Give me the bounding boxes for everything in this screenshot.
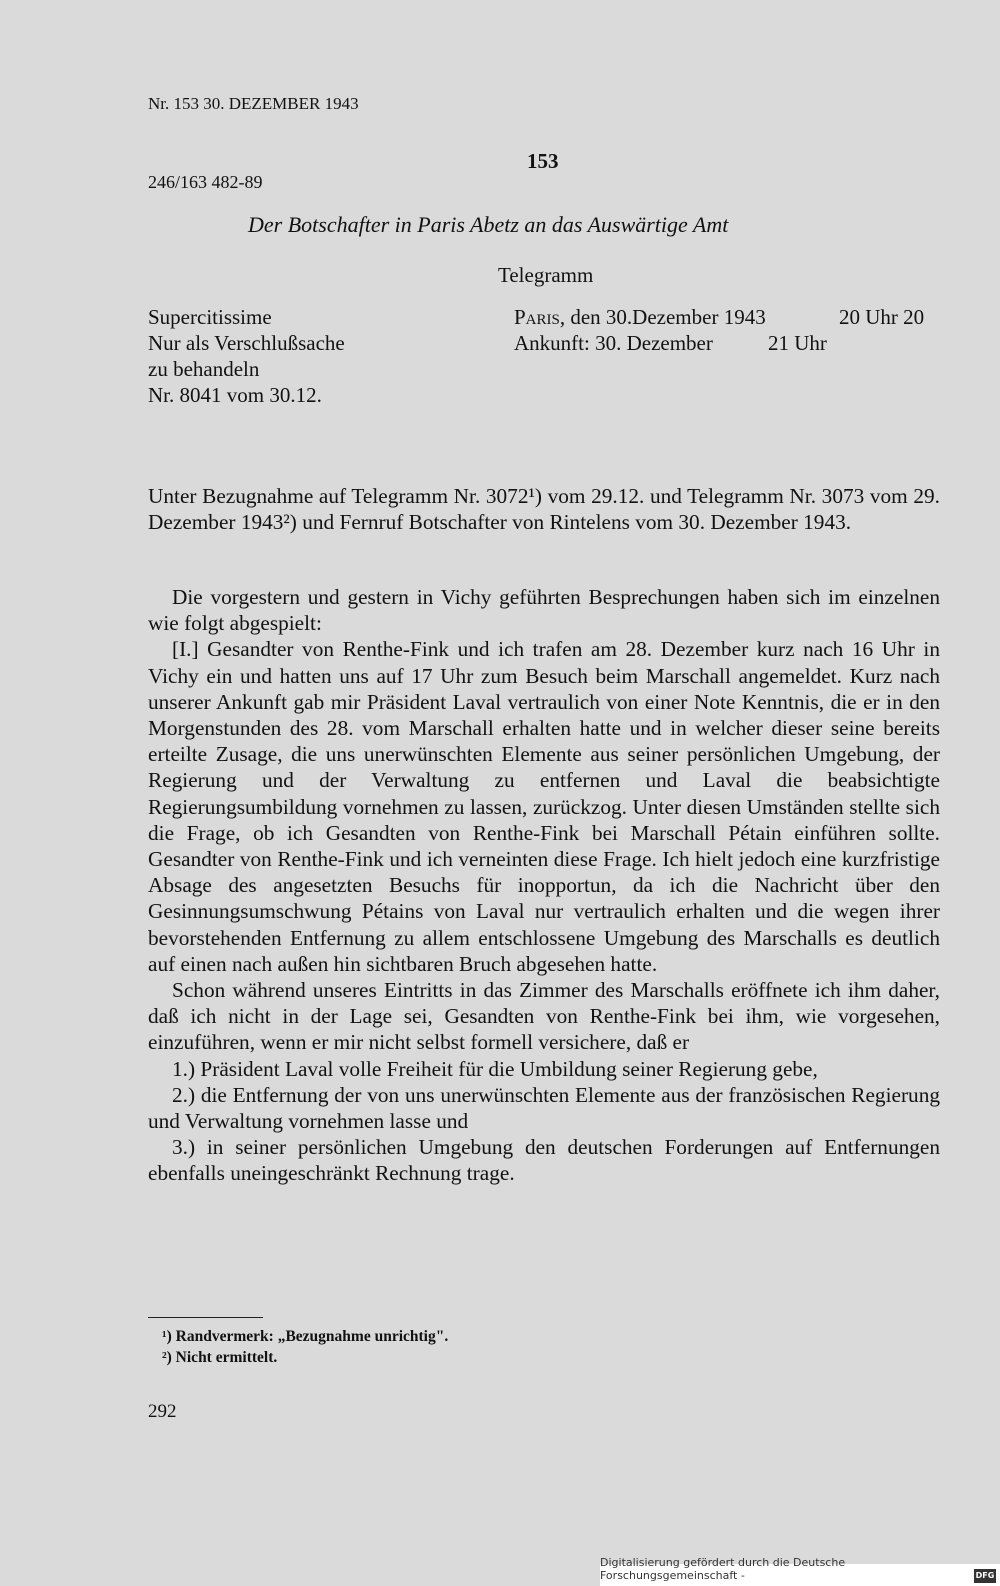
dispatch-line <box>514 304 766 330</box>
meta-left-line: Nr. 8041 vom 30.12. <box>148 383 322 407</box>
dfg-logo-icon: DFG <box>974 1569 996 1583</box>
file-reference: 246/163 482-89 <box>148 172 263 192</box>
dispatch-place: Paris <box>514 305 560 329</box>
meta-left-line: Nur als Verschlußsache <box>148 331 345 355</box>
paragraph: Unter Bezugnahme auf Telegramm Nr. 3072¹) vom 29.12. und Telegramm Nr. 3073 vom 29. Dezember 1943²) und Fernruf Botschafter von Rintelens vom 30. Dezember 1943. <box>148 484 940 535</box>
footnote: ¹) Randvermerk: „Bezugnahme unrichtig". <box>162 1328 449 1345</box>
meta-left-line: zu behandeln <box>148 357 260 381</box>
intro-paragraph <box>148 483 940 535</box>
page-number: 292 <box>148 1401 177 1422</box>
paragraph: Die vorgestern und gestern in Vichy geführten Besprechungen haben sich im einzelnen wie folgt abgespielt: <box>148 585 940 636</box>
arrival-time: 21 Uhr <box>768 331 827 355</box>
footnote-divider <box>148 1317 263 1318</box>
footnote: ²) Nicht ermittelt. <box>162 1349 278 1366</box>
footer-bar <box>600 1556 1000 1586</box>
meta-left-line: Supercitissime <box>148 305 272 329</box>
document-number: 153 <box>527 149 559 173</box>
dispatch-time: 20 Uhr 20 <box>839 305 925 329</box>
paragraph: [I.] Gesandter von Renthe-Fink und ich trafen am 28. Dezember kurz nach 16 Uhr in Vichy ein und hatten uns auf 17 Uhr zum Besuch beim Marschall angemeldet. Kurz nach unserer Ankunft gab mir Präsident Laval vertraulich von einer Note Kenntnis, die er in den Morgenstunden des 28. vom Marschall erhalten hatte und in welcher dieser seine bereits erteilte Zusage, die uns unerwünschten Elemente aus seiner persönlichen Umgebung, der Regierung und der Verwaltung zu entfernen und Laval die beabsichtigte Regierungsumbildung vornehmen zu lassen, zurückzog. Unter diesen Umständen stellte sich die Frage, ob ich Gesandten von Renthe-Fink bei Marschall Pétain einführen sollte. Gesandter von Renthe-Fink und ich verneinten diese Frage. Ich hielt jedoch eine kurzfristige Absage des angesetzten Besuchs für inopportun, da ich die Nachricht über den Gesinnungsumschwung Pétains von Laval nur vertraulich erhalten und die wegen ihrer bevorstehenden Entfernung zu allem entschlossene Umgebung des Marschalls es deutlich auf einen nach außen hin sichtbaren Bruch abgesehen hatte. <box>148 637 940 976</box>
running-header: Nr. 153 30. DEZEMBER 1943 <box>148 94 359 113</box>
document-type: Telegramm <box>498 263 594 287</box>
paragraph: Schon während unseres Eintritts in das Zimmer des Marschalls eröffnete ich ihm daher, daß ich nicht in der Lage sei, Gesandten von Renthe-Fink bei ihm, wie vorgesehen, einzuführen, wenn er mir nicht selbst formell versichere, daß er <box>148 978 940 1055</box>
list-item: 1.) Präsident Laval volle Freiheit für die Umbildung seiner Regierung gebe, <box>172 1056 818 1081</box>
list-item: 3.) in seiner persönlichen Umgebung den deutschen Forderungen auf Entfernungen ebenfalls uneingeschränkt Rechnung trage. <box>148 1135 940 1186</box>
arrival-date: Ankunft: 30. Dezember <box>514 331 713 355</box>
list-item: 2.) die Entfernung der von uns unerwünschten Elemente aus der französischen Regierung und Verwaltung vornehmen lasse und <box>148 1082 940 1134</box>
main-text <box>148 584 940 1187</box>
footer-credit: Digitalisierung gefördert durch die Deutsche Forschungsgemeinschaft - <box>600 1556 846 1582</box>
dispatch-date: , den 30.Dezember 1943 <box>559 305 766 329</box>
document-title: Der Botschafter in Paris Abetz an das Auswärtige Amt <box>248 212 729 237</box>
